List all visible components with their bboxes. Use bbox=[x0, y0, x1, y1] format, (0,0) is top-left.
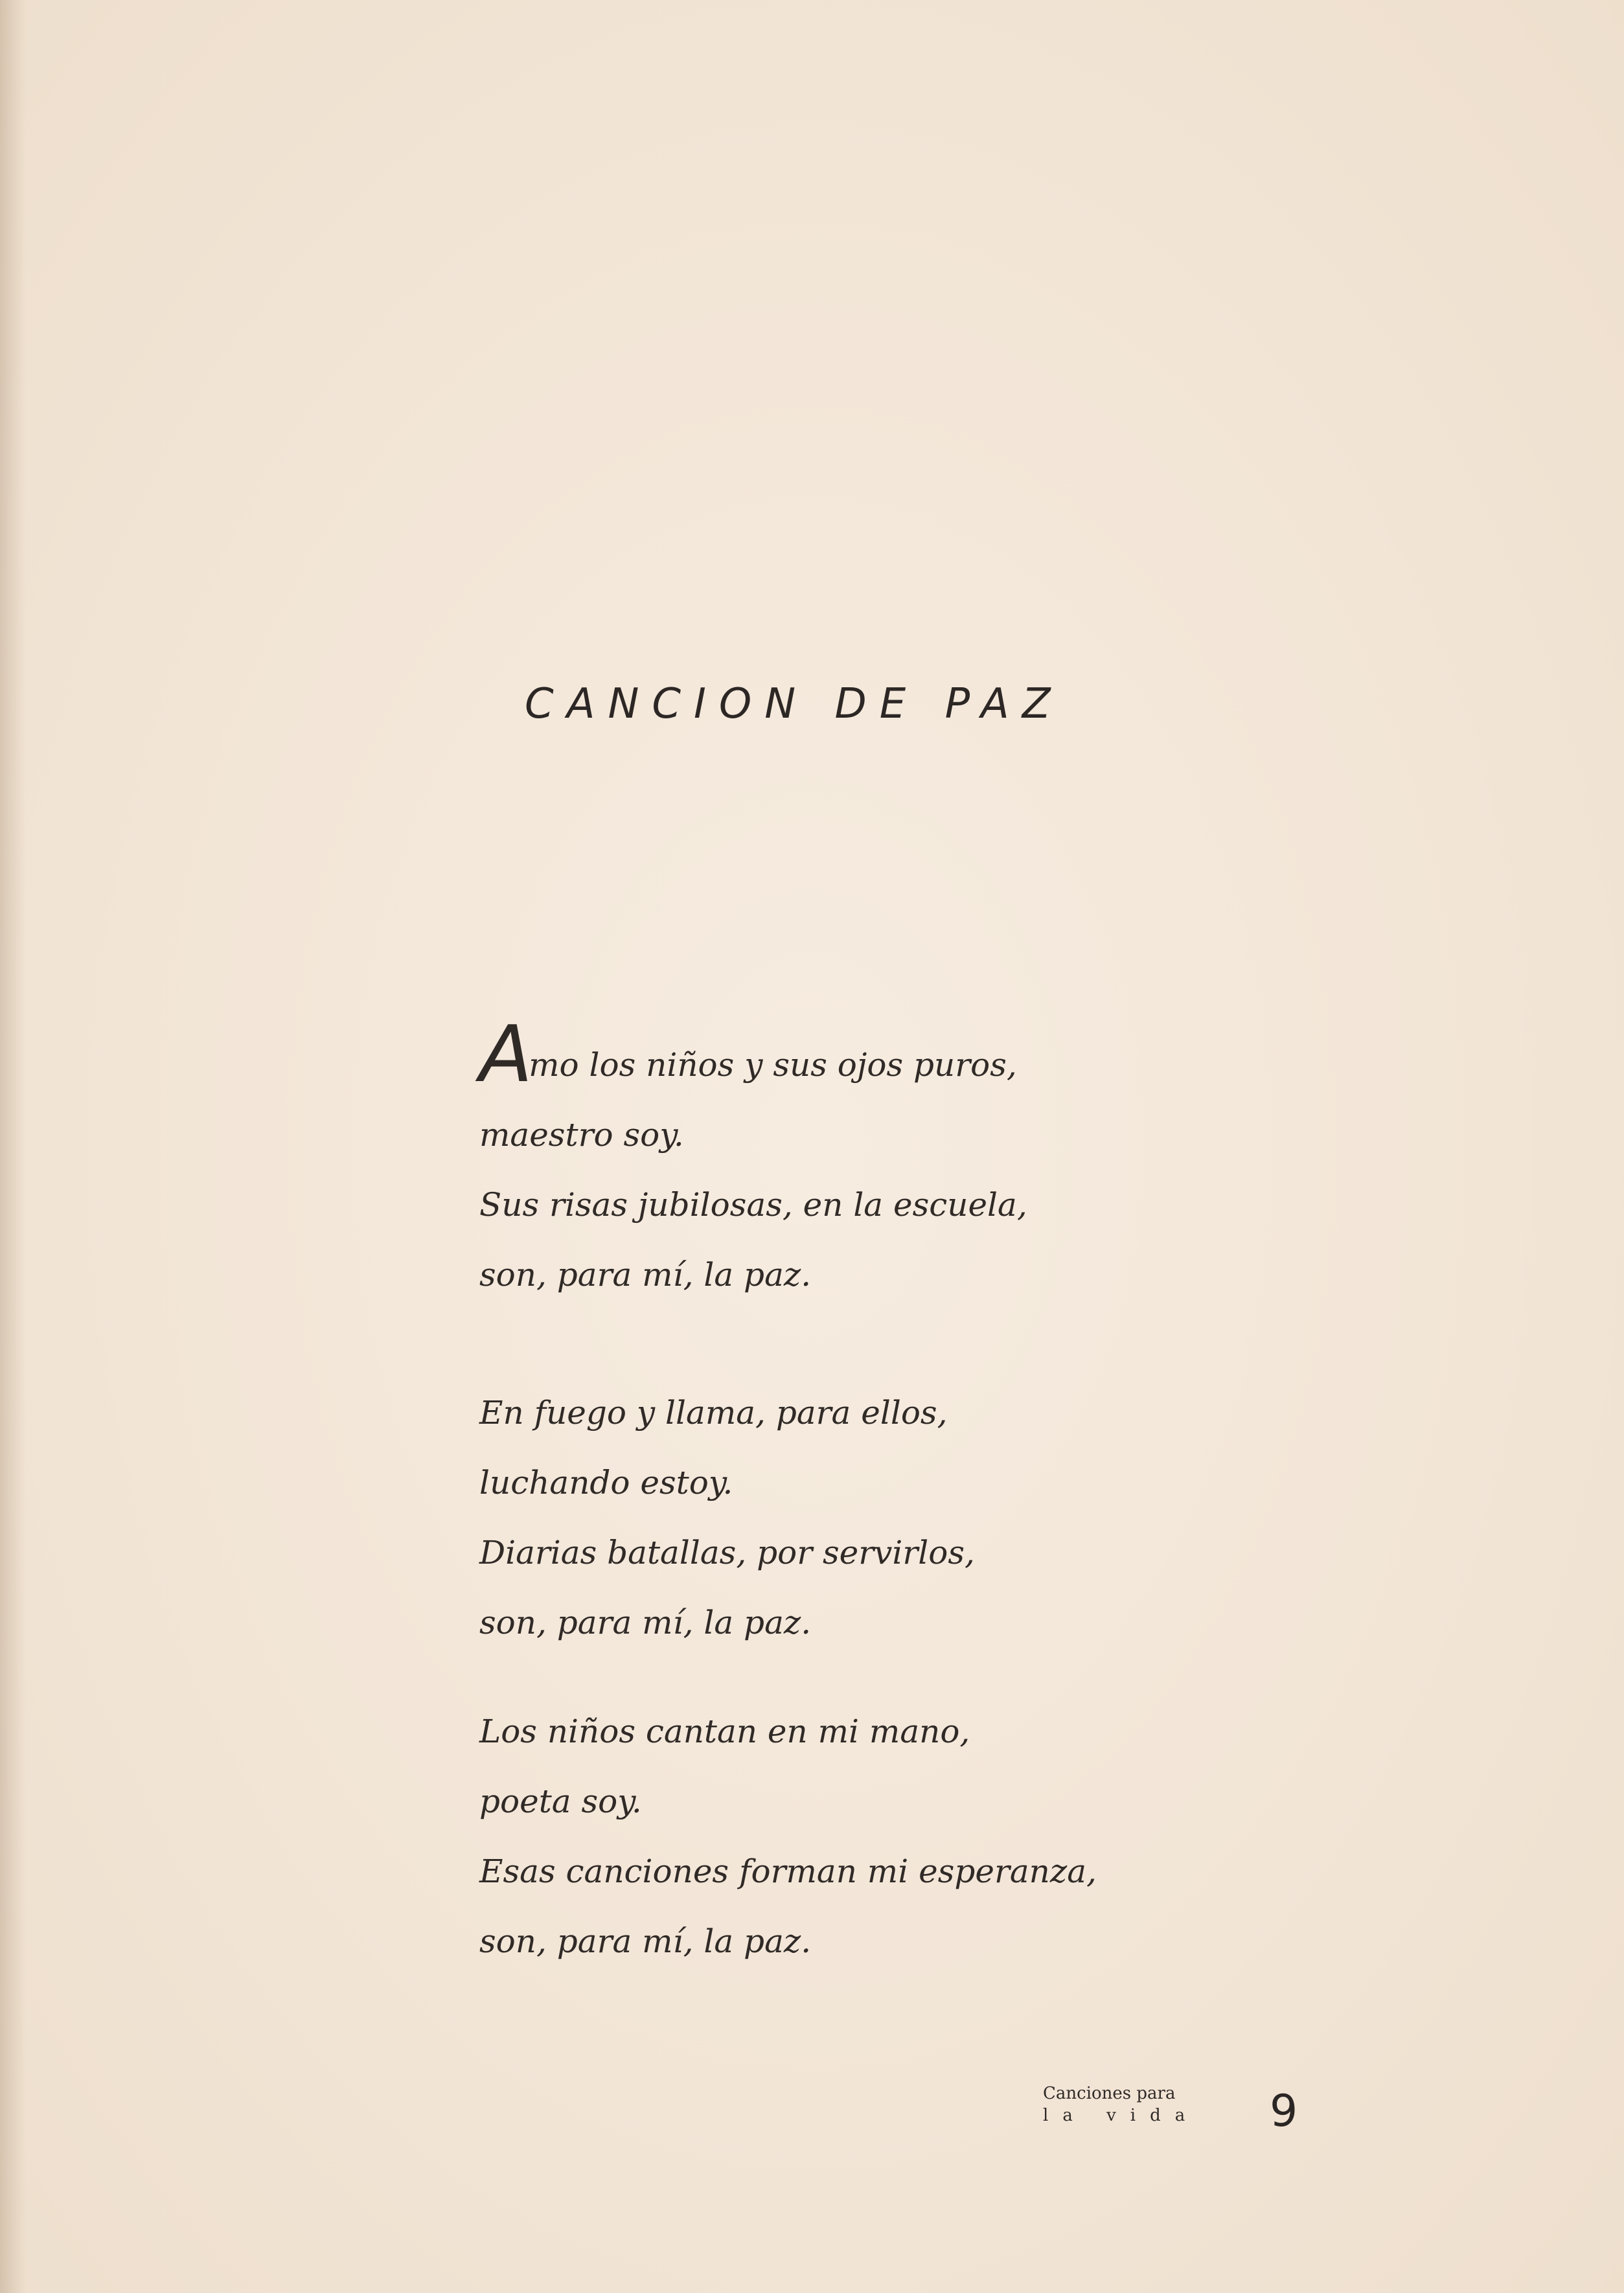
stanza-2 bbox=[479, 1378, 1205, 1658]
poem-line: son, para mí, la paz. bbox=[479, 1604, 812, 1641]
footer-book-title-line1: Canciones para bbox=[1043, 2084, 1176, 2103]
stanza-gap bbox=[479, 1658, 1205, 1696]
poem-line: Los niños cantan en mi mano, bbox=[479, 1713, 970, 1750]
poem-title: CANCION DE PAZ bbox=[525, 680, 1064, 728]
poem-line: luchando estoy. bbox=[479, 1464, 733, 1501]
footer-book-title-line2: la vida bbox=[1043, 2106, 1200, 2125]
poem-line: son, para mí, la paz. bbox=[479, 1922, 812, 1960]
poem-line: maestro soy. bbox=[479, 1116, 684, 1154]
poem-line: Esas canciones forman mi esperanza, bbox=[479, 1853, 1097, 1890]
poem-line: poeta soy. bbox=[479, 1783, 642, 1820]
drop-cap: A bbox=[479, 1010, 533, 1100]
poem-line: son, para mí, la paz. bbox=[479, 1256, 812, 1294]
stanza-1 bbox=[479, 1010, 1205, 1310]
poem-line: Sus risas jubilosas, en la escuela, bbox=[479, 1186, 1027, 1224]
poem-line-text: mo los niños y sus ojos puros, bbox=[529, 1046, 1017, 1084]
stanza-3 bbox=[479, 1696, 1205, 1976]
page-number: 9 bbox=[1270, 2086, 1298, 2137]
poem-body bbox=[479, 1010, 1205, 1976]
page-edge-shadow bbox=[0, 0, 26, 2293]
poem-line: En fuego y llama, para ellos, bbox=[479, 1394, 948, 1432]
running-footer bbox=[1043, 2082, 1199, 2127]
poem-line bbox=[479, 1010, 1205, 1100]
poem-line: Diarias batallas, por servirlos, bbox=[479, 1534, 975, 1571]
stanza-gap bbox=[479, 1310, 1205, 1378]
